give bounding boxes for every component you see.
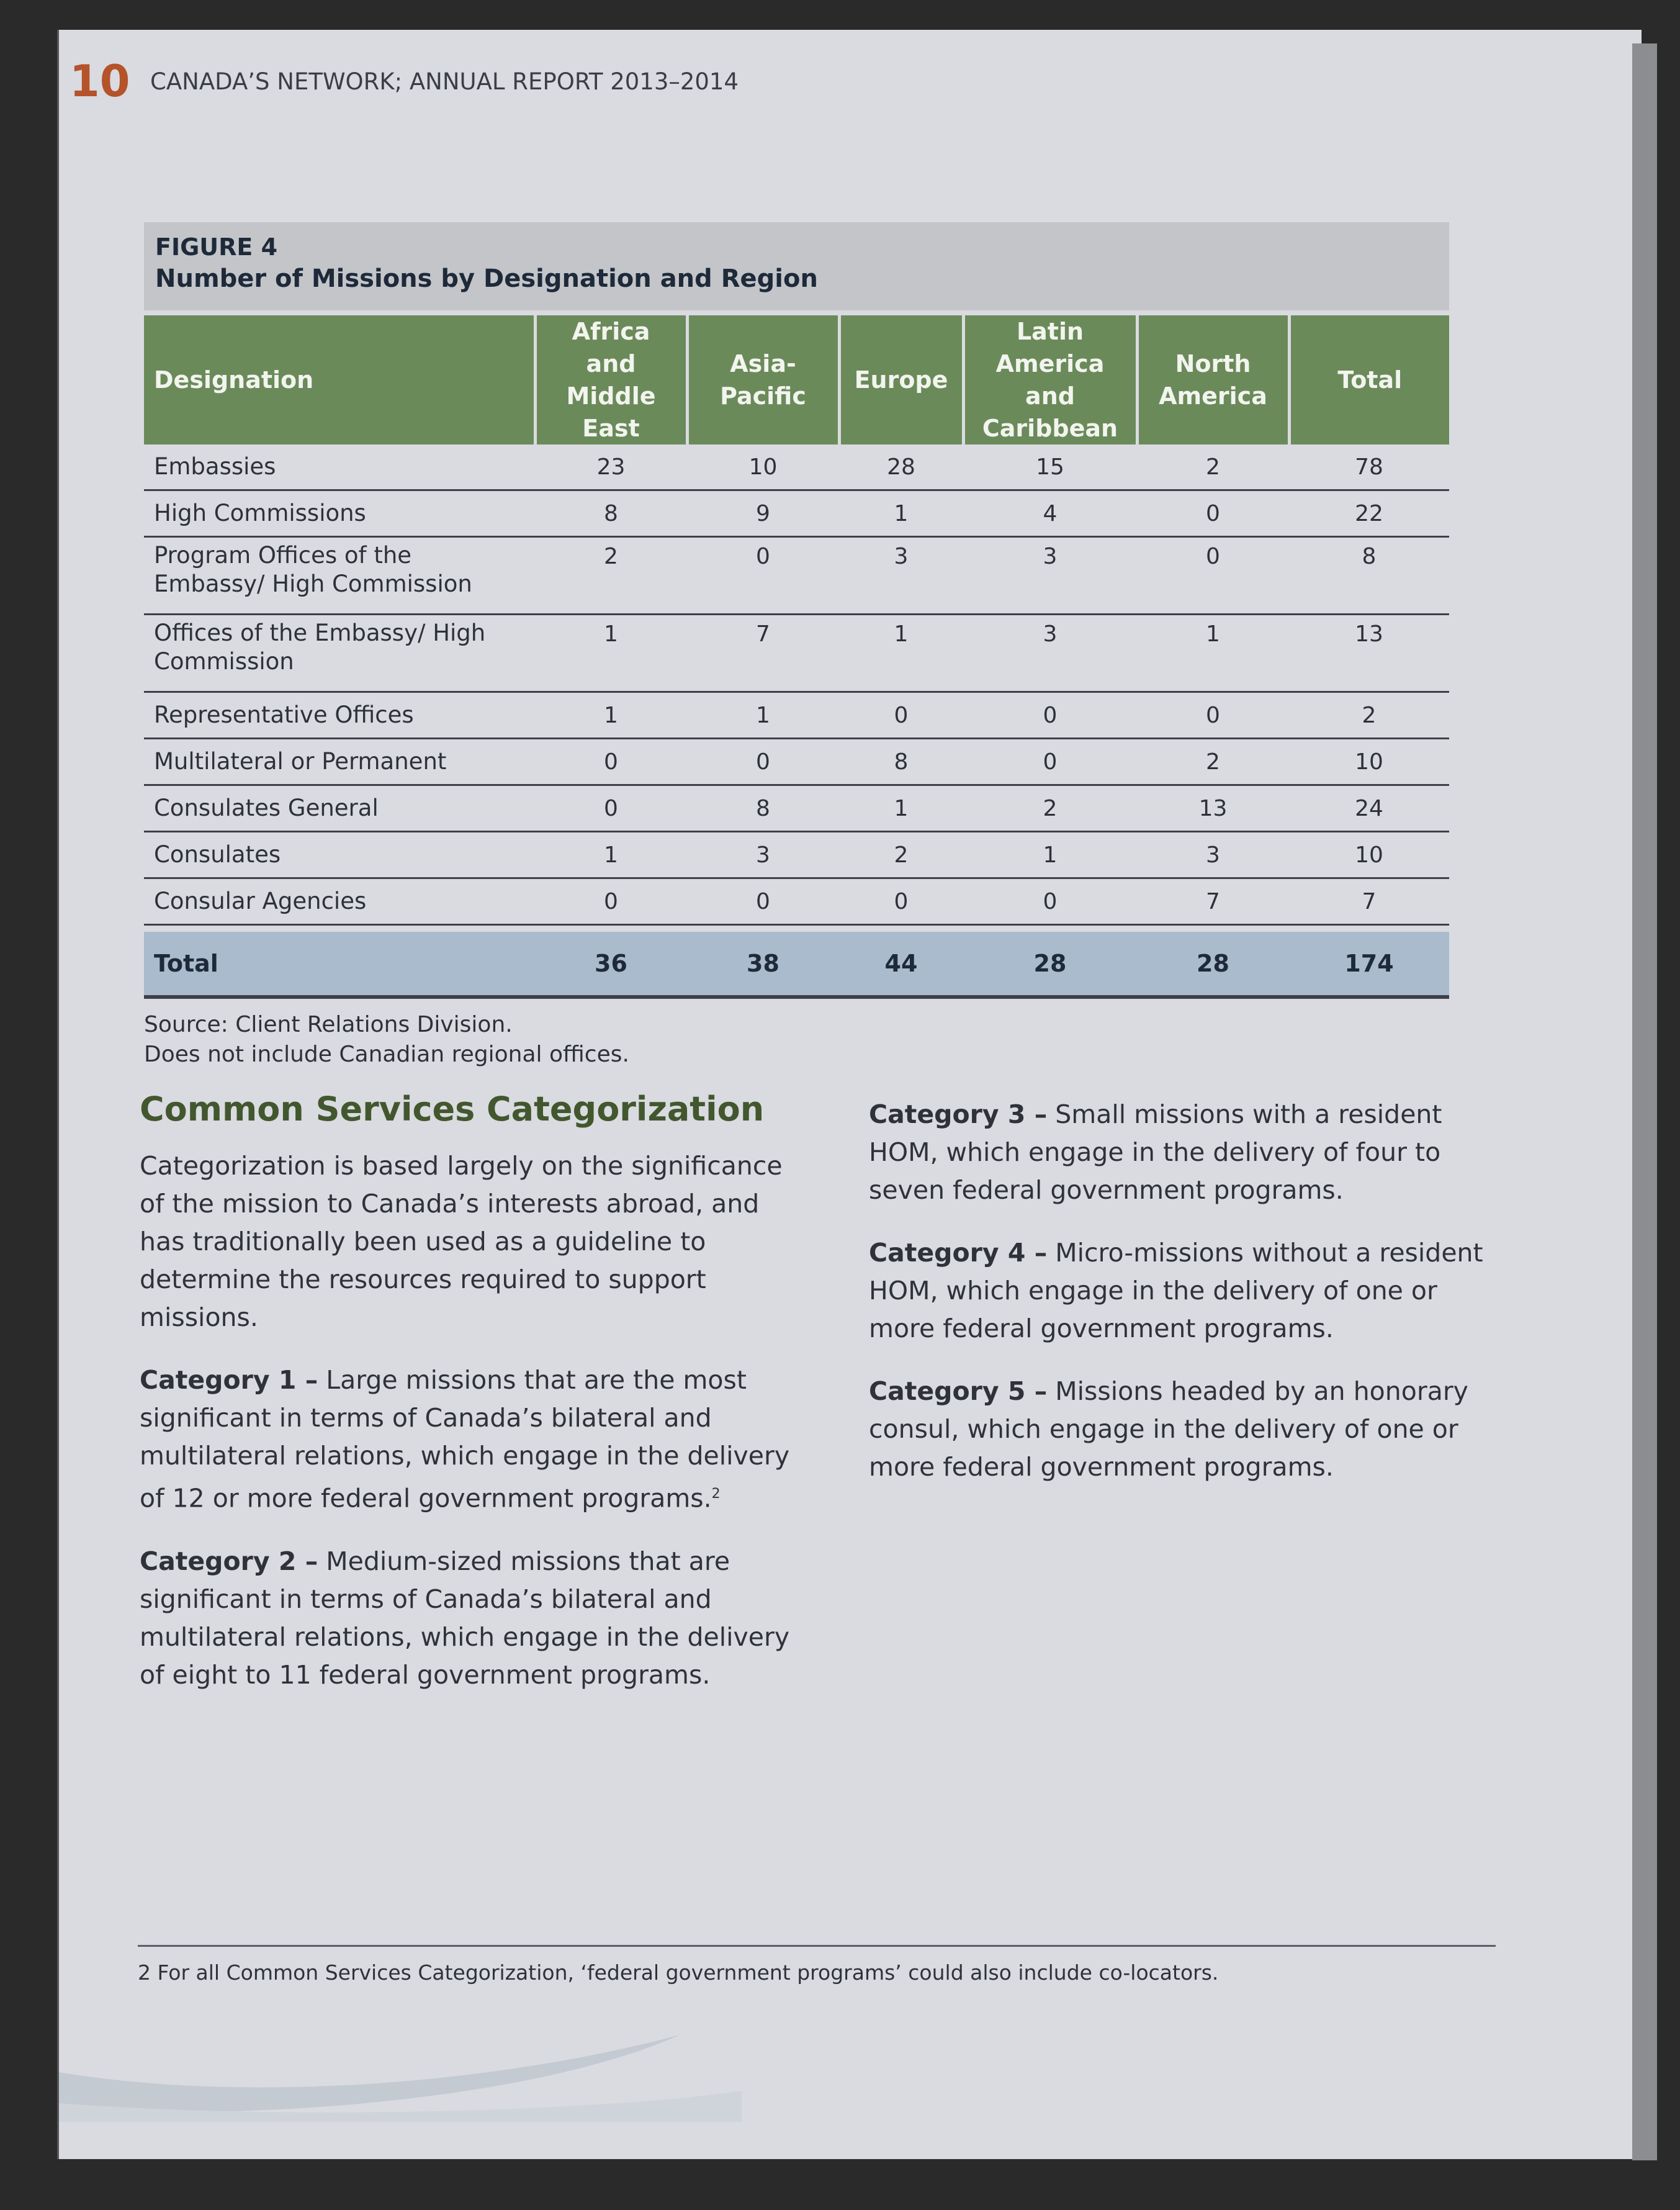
table-cell: 4	[963, 490, 1137, 537]
row-designation: Consulates	[144, 832, 535, 878]
figure-title: Number of Missions by Designation and Region	[155, 264, 818, 293]
column-header: North America	[1137, 315, 1289, 444]
category-1-paragraph	[140, 1361, 797, 1518]
category-label: Category 4 –	[869, 1238, 1048, 1268]
category-text: Missions headed by an honorary consul, which engage in the delivery of one or more federal government programs.	[869, 1376, 1468, 1482]
page-number: 10	[70, 56, 130, 107]
table-cell: 24	[1289, 785, 1449, 832]
table-cell: 0	[1137, 490, 1289, 537]
table-cell: 9	[687, 490, 839, 537]
left-column	[140, 1089, 797, 1719]
table-row	[144, 444, 1449, 490]
figure-title-bar	[144, 222, 1449, 310]
table-cell: 8	[535, 490, 687, 537]
table-header-row	[144, 315, 1449, 444]
category-5-paragraph	[869, 1373, 1508, 1486]
row-designation: Offices of the Embassy/ High Commission	[144, 615, 535, 692]
table-cell: 1	[1137, 615, 1289, 692]
table-cell: 10	[687, 444, 839, 490]
table-cell: 15	[963, 444, 1137, 490]
table-row	[144, 537, 1449, 615]
category-4-paragraph	[869, 1234, 1508, 1348]
table-cell: 7	[1289, 878, 1449, 925]
table-cell: 3	[687, 832, 839, 878]
table-cell: 28	[839, 444, 963, 490]
table-cell: 36	[535, 932, 687, 997]
row-designation: Total	[144, 932, 535, 997]
table-cell: 0	[535, 785, 687, 832]
row-designation: Program Offices of the Embassy/ High Commission	[144, 537, 535, 615]
table-cell: 28	[1137, 932, 1289, 997]
table-cell: 7	[1137, 878, 1289, 925]
column-header: Latin America and Caribbean	[963, 315, 1137, 444]
table-row	[144, 832, 1449, 878]
category-2-paragraph	[140, 1543, 797, 1694]
row-designation: Multilateral or Permanent	[144, 739, 535, 785]
table-cell: 7	[687, 615, 839, 692]
table-row	[144, 785, 1449, 832]
table-cell: 8	[1289, 537, 1449, 615]
table-cell: 2	[839, 832, 963, 878]
table-cell: 0	[839, 878, 963, 925]
table-cell: 0	[687, 878, 839, 925]
table-cell: 22	[1289, 490, 1449, 537]
table-cell: 0	[535, 878, 687, 925]
figure-label: FIGURE 4	[155, 233, 278, 261]
table-cell: 1	[535, 832, 687, 878]
category-3-paragraph	[869, 1096, 1508, 1209]
table-cell: 1	[839, 490, 963, 537]
figure-notes	[144, 1010, 1449, 1070]
column-header: Africa and Middle East	[535, 315, 687, 444]
table-cell: 44	[839, 932, 963, 997]
source-note: Source: Client Relations Division.	[144, 1012, 513, 1037]
table-cell: 78	[1289, 444, 1449, 490]
table-cell: 1	[687, 692, 839, 739]
row-designation: Consular Agencies	[144, 878, 535, 925]
table-cell: 3	[963, 537, 1137, 615]
table-cell: 1	[839, 615, 963, 692]
page-edge	[1632, 43, 1657, 2160]
category-text: Large missions that are the most significant in terms of Canada’s bilateral and multilateral relations, which engage in the delivery of 12 or more federal government programs.	[140, 1365, 790, 1513]
footnote-ref: 2	[711, 1486, 721, 1502]
footnote: 2 For all Common Services Categorization, ‘federal government programs’ could also include co-locators.	[138, 1960, 1219, 1985]
decorative-swoosh	[59, 1998, 742, 2122]
category-label: Category 3 –	[869, 1099, 1048, 1129]
table-spacer	[144, 925, 1449, 932]
category-label: Category 5 –	[869, 1376, 1048, 1406]
table-cell: 8	[839, 739, 963, 785]
column-header: Asia-Pacific	[687, 315, 839, 444]
table-cell: 1	[839, 785, 963, 832]
section-heading: Common Services Categorization	[140, 1089, 765, 1129]
running-head: CANADA’S NETWORK; ANNUAL REPORT 2013–2014	[150, 68, 739, 95]
table-cell: 0	[1137, 692, 1289, 739]
category-text: Small missions with a resident HOM, which engage in the delivery of four to seven federal government programs.	[869, 1099, 1442, 1205]
table-row	[144, 692, 1449, 739]
table-total-row	[144, 932, 1449, 997]
table-row	[144, 615, 1449, 692]
column-header: Total	[1289, 315, 1449, 444]
table-cell: 23	[535, 444, 687, 490]
table-cell: 10	[1289, 832, 1449, 878]
column-header: Designation	[144, 315, 535, 444]
regional-offices-note: Does not include Canadian regional offices.	[144, 1042, 629, 1067]
table-cell: 2	[963, 785, 1137, 832]
category-text: Medium-sized missions that are significant in terms of Canada’s bilateral and multilateral relations, which engage in the delivery of eight to 11 federal government programs.	[140, 1546, 790, 1690]
table-cell: 38	[687, 932, 839, 997]
table-row	[144, 878, 1449, 925]
category-label: Category 2 –	[140, 1546, 318, 1576]
table-cell: 13	[1289, 615, 1449, 692]
table-cell: 10	[1289, 739, 1449, 785]
column-header: Europe	[839, 315, 963, 444]
right-column	[869, 1096, 1508, 1511]
table-cell: 13	[1137, 785, 1289, 832]
table-cell: 28	[963, 932, 1137, 997]
row-designation: Representative Offices	[144, 692, 535, 739]
category-label: Category 1 –	[140, 1365, 318, 1395]
table-cell: 1	[535, 692, 687, 739]
table-cell: 3	[839, 537, 963, 615]
category-text: Micro-missions without a resident HOM, which engage in the delivery of one or more federal government programs.	[869, 1238, 1483, 1343]
table-cell: 0	[963, 692, 1137, 739]
intro-paragraph: Categorization is based largely on the significance of the mission to Canada’s interests abroad, and has traditionally been used as a guideline to determine the resources required to support missions.	[140, 1151, 783, 1332]
table-cell: 174	[1289, 932, 1449, 997]
table-cell: 0	[963, 739, 1137, 785]
table-cell: 2	[1137, 739, 1289, 785]
table-cell: 8	[687, 785, 839, 832]
table-cell: 2	[535, 537, 687, 615]
table-cell: 0	[963, 878, 1137, 925]
row-designation: High Commissions	[144, 490, 535, 537]
table-cell: 3	[963, 615, 1137, 692]
table-cell: 1	[963, 832, 1137, 878]
table-cell: 0	[1137, 537, 1289, 615]
table-cell: 2	[1289, 692, 1449, 739]
figure-4	[144, 222, 1449, 1070]
row-designation: Embassies	[144, 444, 535, 490]
row-designation: Consulates General	[144, 785, 535, 832]
table-row	[144, 739, 1449, 785]
table-cell: 2	[1137, 444, 1289, 490]
table-row	[144, 490, 1449, 537]
table-cell: 0	[839, 692, 963, 739]
table-cell: 0	[687, 739, 839, 785]
table-cell: 1	[535, 615, 687, 692]
table-cell: 0	[687, 537, 839, 615]
missions-table	[144, 315, 1449, 999]
table-cell: 0	[535, 739, 687, 785]
table-cell: 3	[1137, 832, 1289, 878]
footnote-divider	[138, 1945, 1496, 1947]
